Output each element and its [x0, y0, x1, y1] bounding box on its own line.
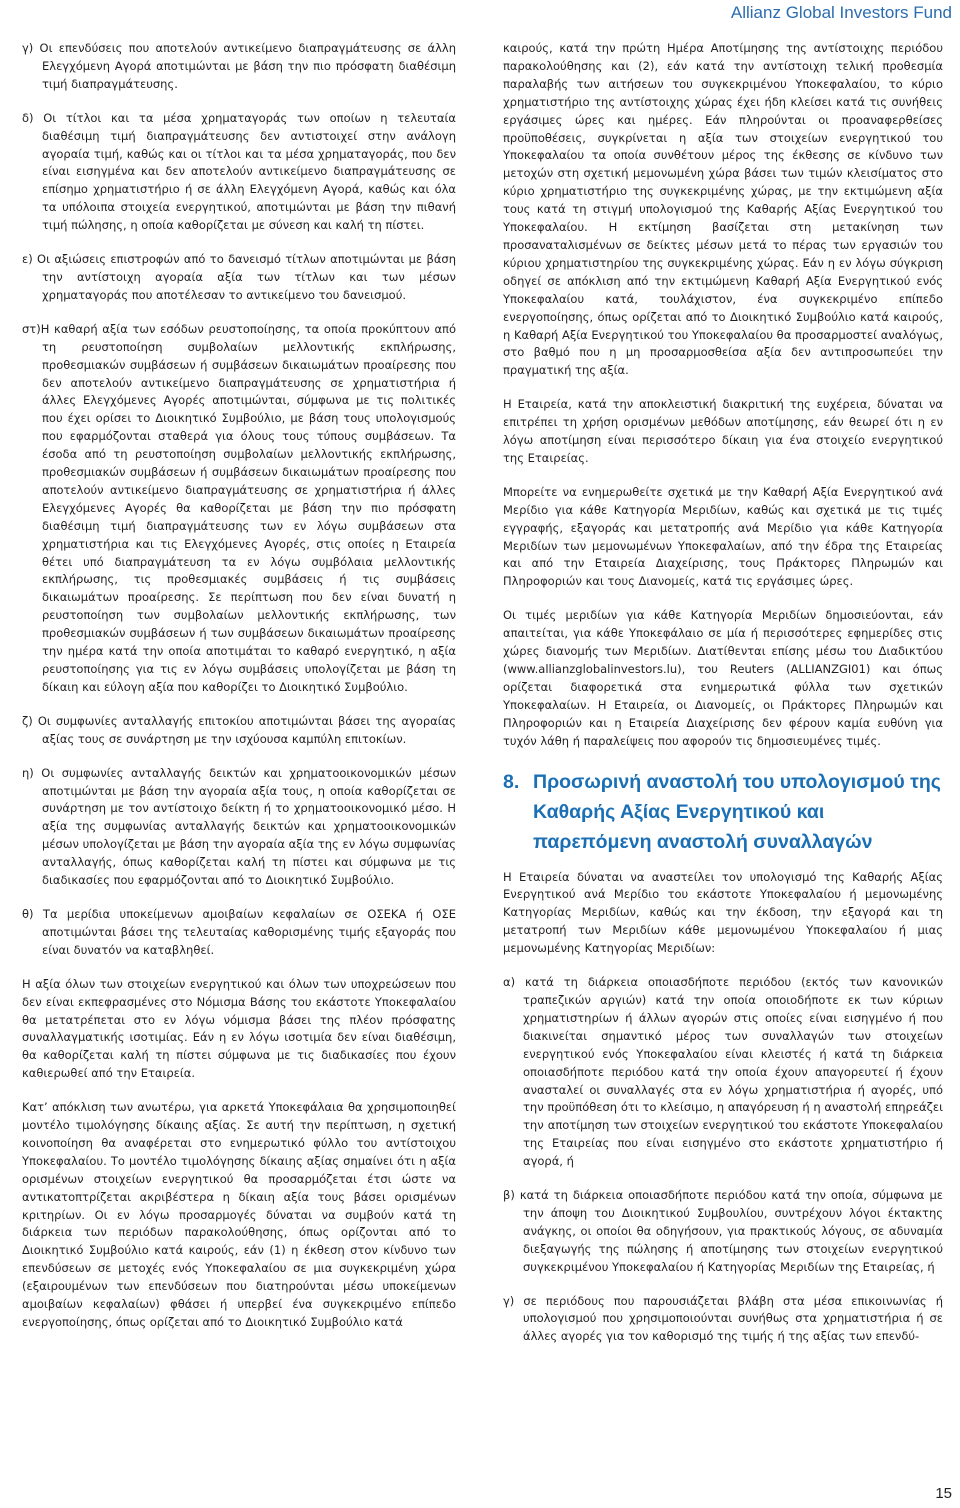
section-heading — [503, 767, 943, 857]
list-item: γ) Οι επενδύσεις που αποτελούν αντικείμενο διαπραγμάτευσης σε άλλη Ελεγχόμενη Αγορά αποτιμώνται με βάση την πιο πρόσφατη διαθέσιμη τιμή διαπραγμάτευσης. — [22, 41, 456, 91]
paragraph: Η Εταιρεία, κατά την αποκλειστική διακριτική της ευχέρεια, δύναται να επιτρέπει τη χρήση ορισμένων μεθόδων αποτίμησης, εάν θεωρεί ότι η εν λόγω αποτίμηση είναι περισσότερο δίκαιη για ένα στοιχείο ενεργητικού της Εταιρείας. — [503, 397, 943, 465]
section-number: 8. — [503, 770, 520, 793]
list-item: α) κατά τη διάρκεια οποιασδήποτε περιόδου (εκτός των κανονικών τραπεζικών αργιών) κατά την οποία οποιοδήποτε εκ των κύριων χρηματιστηρίων ή άλλων αγορών στις οποίες είναι εισηγμένο ή που διακινείται σημαντικό μέρος των συναλλαγών των στοιχείων ενεργητικού ενός Υποκεφαλαίου είναι κλειστές ή κατά τη διάρκεια οποιασδήποτε περιόδου κατά την οποία έχουν απαγορευτεί ή έχουν ανασταλεί οι συναλλαγές στα εν λόγω χρηματιστήρια ή αγορές, υπό την προϋπόθεση ότι το κλείσιμο, η απαγόρευση ή η αναστολή επηρεάζει την αποτίμηση των στοιχείων ενεργητικού του εκάστοτε Υποκεφαλαίου της Εταιρείας που είναι εισηγμένο στο εκάστοτε χρηματιστήριο ή αγορά, ή — [503, 975, 943, 1169]
paragraph: Κατ’ απόκλιση των ανωτέρω, για αρκετά Υποκεφάλαια θα χρησιμοποιηθεί μοντέλο τιμολόγησης δίκαιης αξίας. Σε αυτή την περίπτωση, η σχετική κοινοποίηση θα αναφέρεται στο ενημερωτικό φύλλο του αντίστοιχου Υποκεφαλαίου. Το μοντέλο τιμολόγησης δίκαιης αξίας σημαίνει ότι η αξία ορισμένων στοιχείων ενεργητικού θα προσαρμόζεται έτσι ώστε να αντικατοπτρίζεται ακριβέστερα η δίκαιη αξία τους βάσει ορισμένων κριτηρίων. Οι εν λόγω προσαρμογές δύναται να συμβούν κατά τη διάρκεια των περιόδων παρακολούθησης, όπως ορίζονται από το Διοικητικό Συμβούλιο κατά καιρούς, εάν (1) η έκθεση στον κίνδυνο των επενδύσεων σε μετοχές ενός Υποκεφαλαίου σε μια συγκεκριμένη χώρα (εξαιρουμένων των επενδύσεων που διατηρούνται μέσω υποκείμενων αμοιβαίων κεφαλαίων) φθάσει ή υπερβεί ένα συγκεκριμένο επίπεδο ενεργοποίησης, όπως ορίζεται από το Διοικητικό Συμβούλιο κατά — [22, 1100, 456, 1329]
list-item: ε) Οι αξιώσεις επιστροφών από το δανεισμό τίτλων αποτιμώνται με βάση την αντίστοιχη αγοραία αξία των τίτλων και των μέσων χρηματαγοράς που αποτέλεσαν το αντικείμενο του δανεισμού. — [22, 252, 456, 302]
left-column — [22, 40, 456, 1348]
section-title: Προσωρινή αναστολή του υπολογισμού της Καθαρής Αξίας Ενεργητικού και παρεπόμενη αναστολή συναλλαγών — [533, 770, 941, 853]
list-item: ζ) Οι συμφωνίες ανταλλαγής επιτοκίου αποτιμώνται βάσει της αγοραίας αξίας τους σε συνάρτηση με την ισχύουσα καμπύλη επιτοκίων. — [22, 713, 456, 746]
page-number: 15 — [935, 1485, 952, 1502]
paragraph: Μπορείτε να ενημερωθείτε σχετικά με την Καθαρή Αξία Ενεργητικού ανά Μερίδιο για κάθε Κατηγορία Μεριδίων, καθώς και σχετικά με τις τιμές εγγραφής, εξαγοράς και μετατροπής ανά Μερίδιο για κάθε Κατηγορία Μεριδίων των μεμονωμένων Υποκεφαλαίων, από την έδρα της Εταιρείας και από την Εταιρεία Διαχείρισης, τους Πράκτορες Πληρωμών και Πληροφοριών και τους Διανομείς, κατά τις εργάσιμες ώρες. — [503, 484, 943, 589]
brand-header: Allianz Global Investors Fund — [730, 3, 952, 22]
list-item: στ)Η καθαρή αξία των εσόδων ρευστοποίησης, τα οποία προκύπτουν από τη ρευστοποίηση συμβολαίων μελλοντικής εκπλήρωσης, προθεσμιακών συμβάσεων ή συμβάσεων δικαιωμάτων προαίρεσης που δεν αποτελούν αντικείμενο διαπραγμάτευσης σε χρηματιστήρια ή άλλες Ελεγχόμενες Αγορές αποτιμώνται, σύμφωνα με τις πολιτικές που έχει ορίσει το Διοικητικό Συμβούλιο, με βάση τους υπολογισμούς που εφαρμόζονται σταθερά για όλους τους τύπους συμβάσεων. Τα έσοδα από τη ρευστοποίηση συμβολαίων μελλοντικής εκπλήρωσης, προθεσμιακών συμβάσεων ή συμβάσεων δικαιωμάτων προαίρεσης που αποτελούν αντικείμενο διαπραγμάτευσης σε χρηματιστήρια ή άλλες Ελεγχόμενες Αγορές θα καθορίζεται με βάση την πιο πρόσφατη διαθέσιμη τιμή διαπραγμάτευσης των εν λόγω συμβάσεων στα χρηματιστήρια και τις Ελεγχόμενες Αγορές, στις οποίες η Εταιρεία θέτει υπό διαπραγμάτευση τα εν λόγω συμβόλαια μελλοντικής εκπλήρωσης, τις προθεσμιακές συμβάσεις ή τις συμβάσεις δικαιωμάτων προαίρεσης. Σε περίπτωση που δεν είναι δυνατή η ρευστοποίηση των συμβολαίων μελλοντικής εκπλήρωσης, των προθεσμιακών συμβάσεων ή των συμβάσεων δικαιωμάτων προαίρεσης την ημέρα κατά την οποία αποτιμάται το καθαρό ενεργητικό, η αξία ρευστοποίησης για τις εν λόγω συμβάσεις υπολογίζεται με βάση τη δίκαιη και εύλογη αξία που καθορίζει το Διοικητικό Συμβούλιο. — [22, 321, 456, 694]
paragraph: καιρούς, κατά την πρώτη Ημέρα Αποτίμησης της αντίστοιχης περιόδου παρακολούθησης και (2), εάν κατά την αντίστοιχη τελική προθεσμία παραλαβής των αιτήσεων του συγκεκριμένου Υποκεφαλαίου, το κύριο χρηματιστήριο της αντίστοιχης χώρας έχει ήδη κλείσει κατά τις συνήθεις εργάσιμες ώρες και ημέρες. Εάν πληρούνται οι προαναφερθείσες προϋποθέσεις, συγκρίνεται η αξία των στοιχείων ενεργητικού του Υποκεφαλαίου τα οποία συνθέτουν μέρος της έκθεσης σε κίνδυνο των μετοχών στη σχετική μεμονωμένη χώρα βάσει των τιμών κλεισίματος στο κύριο χρηματιστήριο της συγκεκριμένης χώρας, με την εκτιμώμενη αξία τους κατά τη στιγμή υπολογισμού της Καθαρής Αξίας Ενεργητικού του Υποκεφαλαίου. Η εκτίμηση βασίζεται στη μετακίνηση των προσαναταλισμένων σε δείκτες μέσων μετά το πέρας των εργασιών του κύριου χρηματιστηρίου της συγκεκριμένης χώρας. Εάν η εν λόγω σύγκριση οδηγεί σε απόκλιση από την εκτιμώμενη Καθαρή Αξία Ενεργητικού ενός Υποκεφαλαίου κατά, τουλάχιστον, ένα συγκεκριμένο επίπεδο ενεργοποίησης, όπως ορίζεται από το Διοικητικό Συμβούλιο κατά καιρούς, η Καθαρή Αξία Ενεργητικού του Υποκεφαλαίου θα προσαρμοστεί αναλόγως, στο βαθμό που η μη προσαρμοσθείσα αξία δεν αντιπροσωπεύει την πραγματική της αξία. — [503, 41, 943, 378]
list-item: β) κατά τη διάρκεια οποιασδήποτε περιόδου κατά την οποία, σύμφωνα με την άποψη του Διοικητικού Συμβουλίου, συντρέχουν λόγοι έκτακτης ανάγκης, οι οποίοι θα οδηγήσουν, για πρακτικούς λόγους, σε αδυναμία διεξαγωγής της πώλησης ή αποτίμησης των στοιχείων ενεργητικού συγκεκριμένου Υποκεφαλαίου ή Κατηγορίας Μεριδίων της Εταιρείας, ή — [503, 1188, 943, 1274]
paragraph: Η Εταιρεία δύναται να αναστείλει τον υπολογισμό της Καθαρής Αξίας Ενεργητικού ανά Μερίδιο του εκάστοτε Υποκεφαλαίου ή μεμονωμένης Κατηγορίας Μεριδίων, καθώς και την έκδοση, την εξαγορά και τη μετατροπή των Μεριδίων κάθε μεμονωμένου Υποκεφαλαίου ή μιας μεμονωμένης Κατηγορίας Μεριδίων: — [503, 869, 943, 956]
paragraph: Οι τιμές μεριδίων για κάθε Κατηγορία Μεριδίων δημοσιεύονται, εάν απαιτείται, για κάθε Υποκεφάλαιο σε μία ή περισσότερες εφημερίδες στις χώρες διανομής των Μεριδίων. Διατίθενται επίσης μέσω του Διαδικτύου (www.allianzglobalinvestors.lu), του Reuters (ALLIANZGI01) και όπως ορίζεται διαφορετικά στα ενημερωτικά φύλλα των σχετικών Υποκεφαλαίων. Η Εταιρεία, οι Διανομείς, οι Πράκτορες Πληρωμών και Πληροφοριών και η Εταιρεία Διαχείρισης δεν φέρουν καμία ευθύνη για τυχόν λάθη ή παραλείψεις που αφορούν τις δημοσιευμένες τιμές. — [503, 608, 943, 748]
paragraph: Η αξία όλων των στοιχείων ενεργητικού και όλων των υποχρεώσεων που δεν είναι εκπεφρασμένες στο Νόμισμα Βάσης του εκάστοτε Υποκεφαλαίου θα μετατρέπεται στο εν λόγω νόμισμα βάσει της πλέον πρόσφατης συναλλαγματικής ισοτιμίας. Εάν η εν λόγω ισοτιμία δεν είναι διαθέσιμη, θα καθορίζεται καλή τη πίστει σύμφωνα με τις διαδικασίες που έχουν καθιερωθεί από την Εταιρεία. — [22, 976, 456, 1081]
list-item: η) Οι συμφωνίες ανταλλαγής δεικτών και χρηματοοικονομικών μέσων αποτιμώνται με βάση την αγοραία αξία τους, η οποία καθορίζεται σε συνάρτηση με τον αντίστοιχο δείκτη ή το χρηματοοικονομικό μέσο. Η αξία της συμφωνίας ανταλλαγής δεικτών και χρηματοοικονομικών μέσων υπολογίζεται με βάση την αγοραία αξία της εν λόγω συμφωνίας ανταλλαγής, όπως καθορίζεται καλή τη πίστει και σύμφωνα με τις διαδικασίες που εφαρμόζονται από το Διοικητικό Συμβούλιο. — [22, 765, 456, 888]
list-item: γ) σε περιόδους που παρουσιάζεται βλάβη στα μέσα επικοινωνίας ή υπολογισμού που χρησιμοποιούνται συνήθως στα χρηματιστήρια ή σε άλλες αγορές για τον καθορισμό της τιμής ή της αξίας των επενδύ- — [503, 1293, 943, 1344]
list-item: θ) Τα μερίδια υποκείμενων αμοιβαίων κεφαλαίων σε ΟΣΕΚΑ ή ΟΣΕ αποτιμώνται βάσει της τελευταίας καθορισμένης τιμής εξαγοράς που είναι δυνατόν να καταβληθεί. — [22, 906, 456, 957]
right-column — [503, 40, 943, 1362]
list-item: δ) Οι τίτλοι και τα μέσα χρηματαγοράς των οποίων η τελευταία διαθέσιμη τιμή διαπραγμάτευσης δεν αντιστοιχεί στην ανάλογη αγοραία τιμή, καθώς και οι τίτλοι και τα μέσα χρηματαγοράς, που δεν είναι εισηγμένα και δεν αποτελούν αντικείμενο διαπραγμάτευσης σε επίσημο χρηματιστήριο ή σε άλλη Ελεγχόμενη Αγορά, καθώς και όλα τα υπόλοιπα στοιχεία ενεργητικού, αποτιμώνται με βάση την πιθανή τιμή πώλησης, η οποία καθορίζεται με σύνεση και καλή τη πίστει. — [22, 110, 456, 233]
